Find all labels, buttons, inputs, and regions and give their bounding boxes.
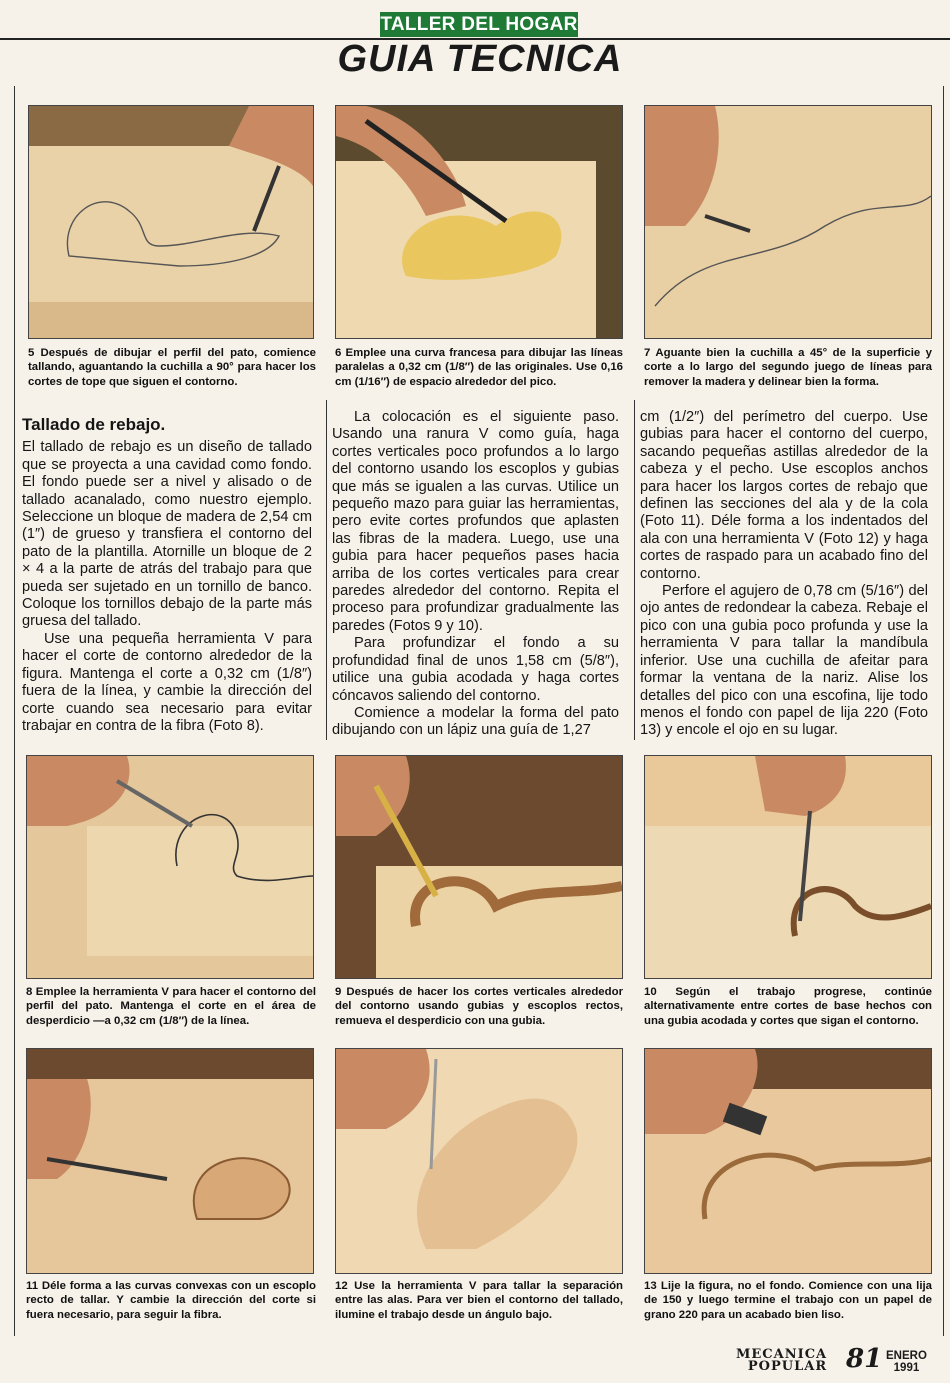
article-column-2 (332, 409, 619, 740)
article-paragraph: Para profundizar el fondo a su profundidad final de unos 1,58 cm (5/8″), utilice una gubia acodada y haga cortes cóncavos saliendo del contorno. (332, 635, 619, 704)
column-divider (326, 400, 327, 740)
page-number: 81 (846, 1344, 883, 1374)
magazine-name-line1: MECANICA (736, 1347, 828, 1362)
article-column-1 (22, 416, 312, 735)
photo-12 (335, 1048, 623, 1274)
magazine-logo (736, 1349, 827, 1373)
page-title: GUIA TECNICA (337, 38, 623, 80)
issue-date (886, 1350, 927, 1374)
caption-8: 8 Emplee la herramienta V para hacer el contorno del perfil del pato. Mantenga el corte en el área de desperdicio —a 0,32 cm (1/8″) de la línea. (26, 986, 316, 1027)
article-heading: Tallado de rebajo. (22, 415, 166, 434)
article-paragraph: Perfore el agujero de 0,78 cm (5/16″) del ojo antes de redondear la cabeza. Rebaje el pico con una gubia poco profunda y use la herramienta V para tallar la mandíbula inferior. Use una cuchilla de afeitar para formar la ventana de la nariz. Alise los detalles del pico con una escofina, lije todo menos el fondo con papel de lija 220 (Foto 13) y encole el ojo en su lugar. (640, 583, 928, 739)
article-paragraph: Use una pequeña herramienta V para hacer el corte de contorno alrededor de la figura. Mantenga el corte a 0,32 cm (1/8″) fuera de la línea, y cambie la dirección del corte cuando sea necesario para evitar trabajar en contra de la fibra (Foto 8). (22, 630, 312, 734)
caption-9: 9 Después de hacer los cortes verticales alrededor del contorno usando gubias y escoplos rectos, remueva el desperdicio con una gubia. (335, 986, 623, 1027)
article-paragraph: El tallado de rebajo es un diseño de tallado que se proyecta a una cavidad como fondo. El fondo puede ser a nivel y alisado o de tallado acanalado, como nuestro ejemplo. Seleccione un bloque de madera de 2,54 cm (1″) de grueso y transfiera el contorno del pato de la plantilla. Atornille un bloque de 2 × 4 a la parte de atrás del trabajo para que pueda ser sujetado en un tornillo de banco. Coloque los tornillos debajo de la parte más gruesa del tallado. (22, 439, 312, 630)
caption-5: 5 Después de dibujar el perfil del pato, comience tallando, aguantando la cuchilla a 90° para hacer los cortes de tope que siguen el contorno. (28, 347, 316, 388)
issue-month: ENERO (886, 1350, 927, 1362)
article-column-3 (640, 409, 928, 740)
article-paragraph: cm (1/2″) del perímetro del cuerpo. Use gubias para hacer el contorno del cuerpo, sacando pequeñas astillas alrededor de la cabeza y el pecho. Use escoplos anchos para hacer los largos cortes de rebajo que definen las secciones del ala y de la cola (Foto 11). Déle forma a los indentados del ala con una herramienta V (Foto 12) y haga cortes de raspado para un acabado fino del contorno. (640, 409, 928, 582)
photo-9 (335, 755, 623, 979)
photo-11 (26, 1048, 314, 1274)
issue-year: 1991 (893, 1362, 920, 1374)
caption-10: 10 Según el trabajo progrese, continúe alternativamente entre cortes de base hechos con una gubia acodada y cortes que sigan el contorno. (644, 986, 932, 1027)
caption-7: 7 Aguante bien la cuchilla a 45° de la superficie y corte a lo largo del segundo juego de líneas para remover la madera y delinear bien la forma. (644, 347, 932, 388)
photo-7 (644, 105, 932, 339)
photo-10 (644, 755, 932, 979)
caption-11: 11 Déle forma a las curvas convexas con un escoplo recto de tallar. Y cambie la dirección del corte si fuera necesario, para seguir la fibra. (26, 1280, 316, 1321)
caption-13: 13 Lije la figura, no el fondo. Comience con una lija de 150 y luego termine el trabajo con un papel de grano 220 para un acabado bien liso. (644, 1280, 932, 1321)
caption-12: 12 Use la herramienta V para tallar la separación entre las alas. Para ver bien el contorno del tallado, ilumine el trabajo desde un ángulo bajo. (335, 1280, 623, 1321)
magazine-name-line2: POPULAR (747, 1359, 828, 1374)
caption-6: 6 Emplee una curva francesa para dibujar las líneas paralelas a 0,32 cm (1/8″) de las originales. Use 0,16 cm (1/16″) de espacio alrededor del pico. (335, 347, 623, 388)
photo-6 (335, 105, 623, 339)
photo-13 (644, 1048, 932, 1274)
photo-8 (26, 755, 314, 979)
section-tag: TALLER DEL HOGAR (380, 14, 578, 35)
article-paragraph: Comience a modelar la forma del pato dibujando con un lápiz una guía de 1,27 (332, 704, 619, 739)
article-paragraph: La colocación es el siguiente paso. Usando una ranura V como guía, haga cortes verticales poco profundos a lo largo del contorno usando los escoplos y gubias que más se igualen a las curvas. Utilice un pequeño mazo para guiar las herramientas, pero evite cortes profundos que aplasten las fibras de la madera. Luego, use una gubia para hacer pequeños pases hacia arriba de los cortes verticales para crear paredes alrededor del contorno. Repita el proceso para profundizar gradualmente las paredes (Fotos 9 y 10). (332, 409, 619, 634)
column-divider (634, 400, 635, 740)
photo-5 (28, 105, 314, 339)
